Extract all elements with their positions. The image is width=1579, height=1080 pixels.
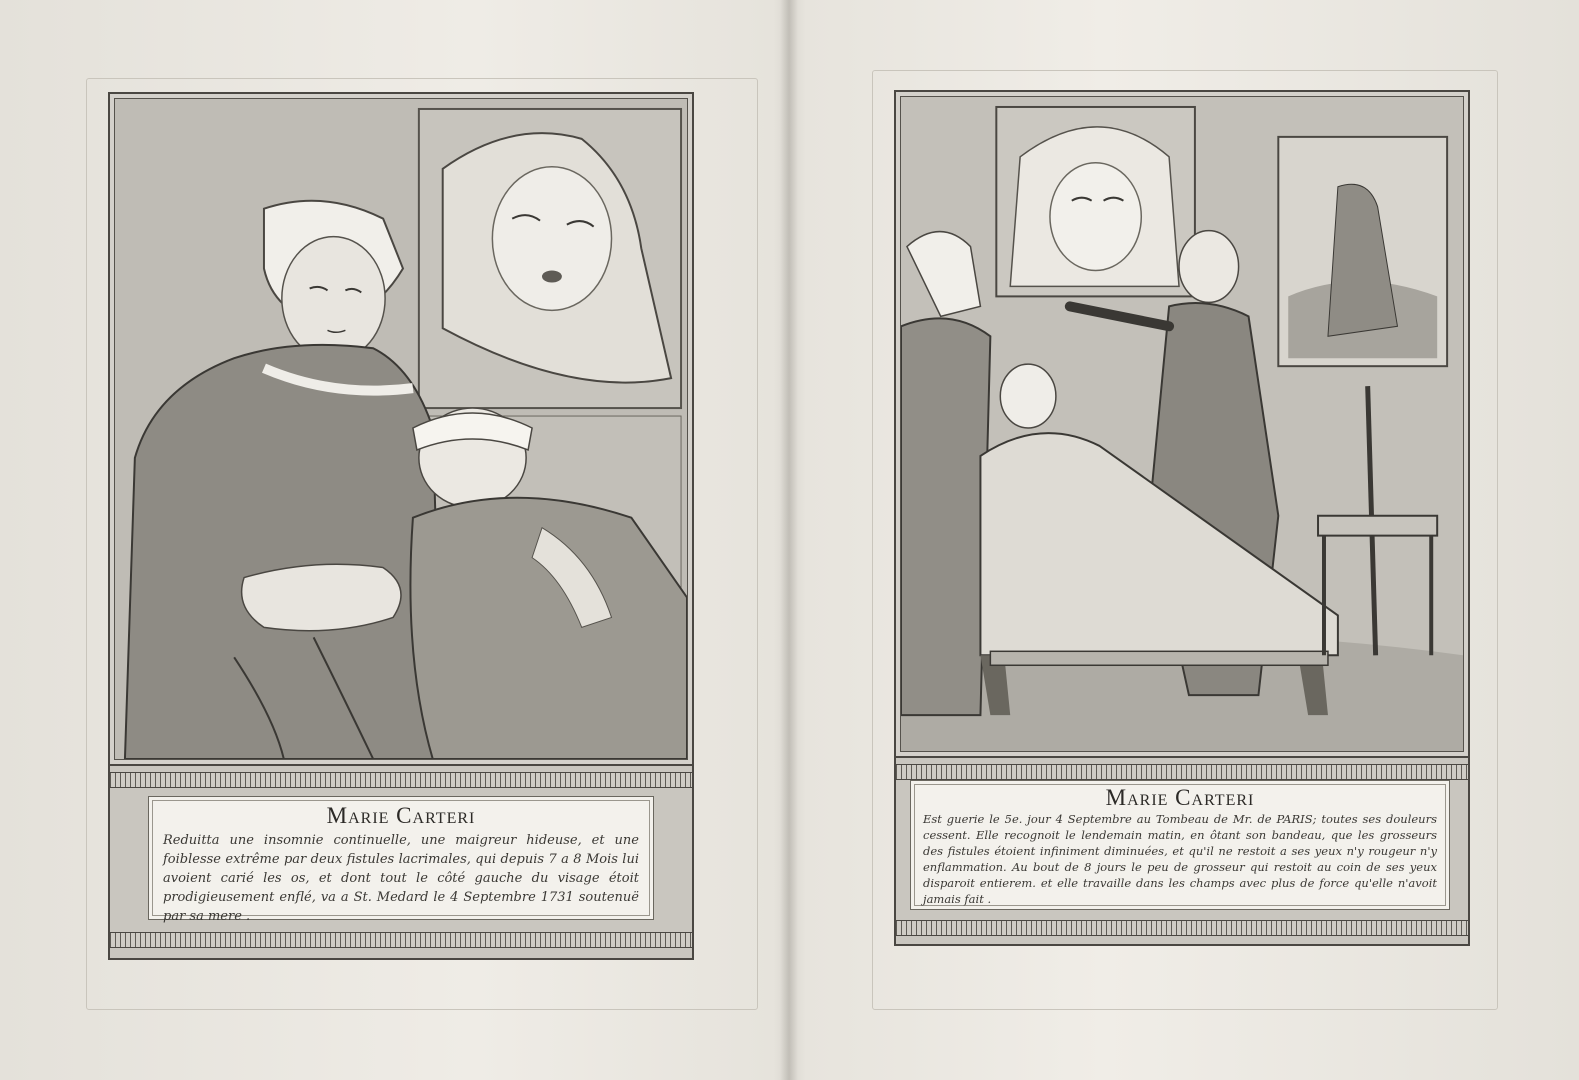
book-gutter xyxy=(780,0,798,1080)
right-engraving-frame xyxy=(900,96,1464,752)
left-pedestal xyxy=(110,764,692,958)
left-pedestal-band-top xyxy=(110,772,692,788)
right-pedestal xyxy=(896,756,1468,944)
left-pedestal-band-bottom xyxy=(110,932,692,948)
left-caption-tablet xyxy=(148,796,654,924)
left-engraving xyxy=(115,99,687,759)
right-caption-tablet xyxy=(910,780,1450,910)
left-plate-title: Marie Carteri xyxy=(326,803,476,828)
right-pedestal-band-bottom xyxy=(896,920,1468,936)
right-plate-title: Marie Carteri xyxy=(1105,785,1255,810)
right-engraving xyxy=(901,97,1463,751)
left-engraving-frame xyxy=(114,98,688,760)
right-plate xyxy=(894,90,1470,946)
right-pedestal-band-top xyxy=(896,764,1468,780)
left-plate xyxy=(108,92,694,960)
right-engraving-art xyxy=(901,97,1463,751)
right-plate-caption: Est guerie le 5e. jour 4 Septembre au Tombeau de Mr. de PARIS; toutes ses douleurs cessent. Elle recognoit le lendemain matin, en ôtant son bandeau, que les grosseurs des fistules étoient infiniment diminuées, et qu'il ne restoit a ses yeux n'y rougeur n'y enflammation. Au bout de 8 jours le peu de grosseur qui restoit au coin de ses yeux disparoit entierem. et elle travaille dans les champs avec plus de force qu'elle n'avoit jamais fait . xyxy=(923,812,1437,906)
left-plate-caption: Reduitta une insomnie continuelle, une maigreur hideuse, et une foiblesse extrême par deux fistules lacrimales, qui depuis 7 a 8 Mois lui avoient carié les os, et dont tout le côté gauche du visage étoit prodigieusement enflé, va a St. Medard le 4 Septembre 1731 soutenuë par sa mere . xyxy=(163,833,639,924)
left-engraving-art xyxy=(115,99,687,759)
